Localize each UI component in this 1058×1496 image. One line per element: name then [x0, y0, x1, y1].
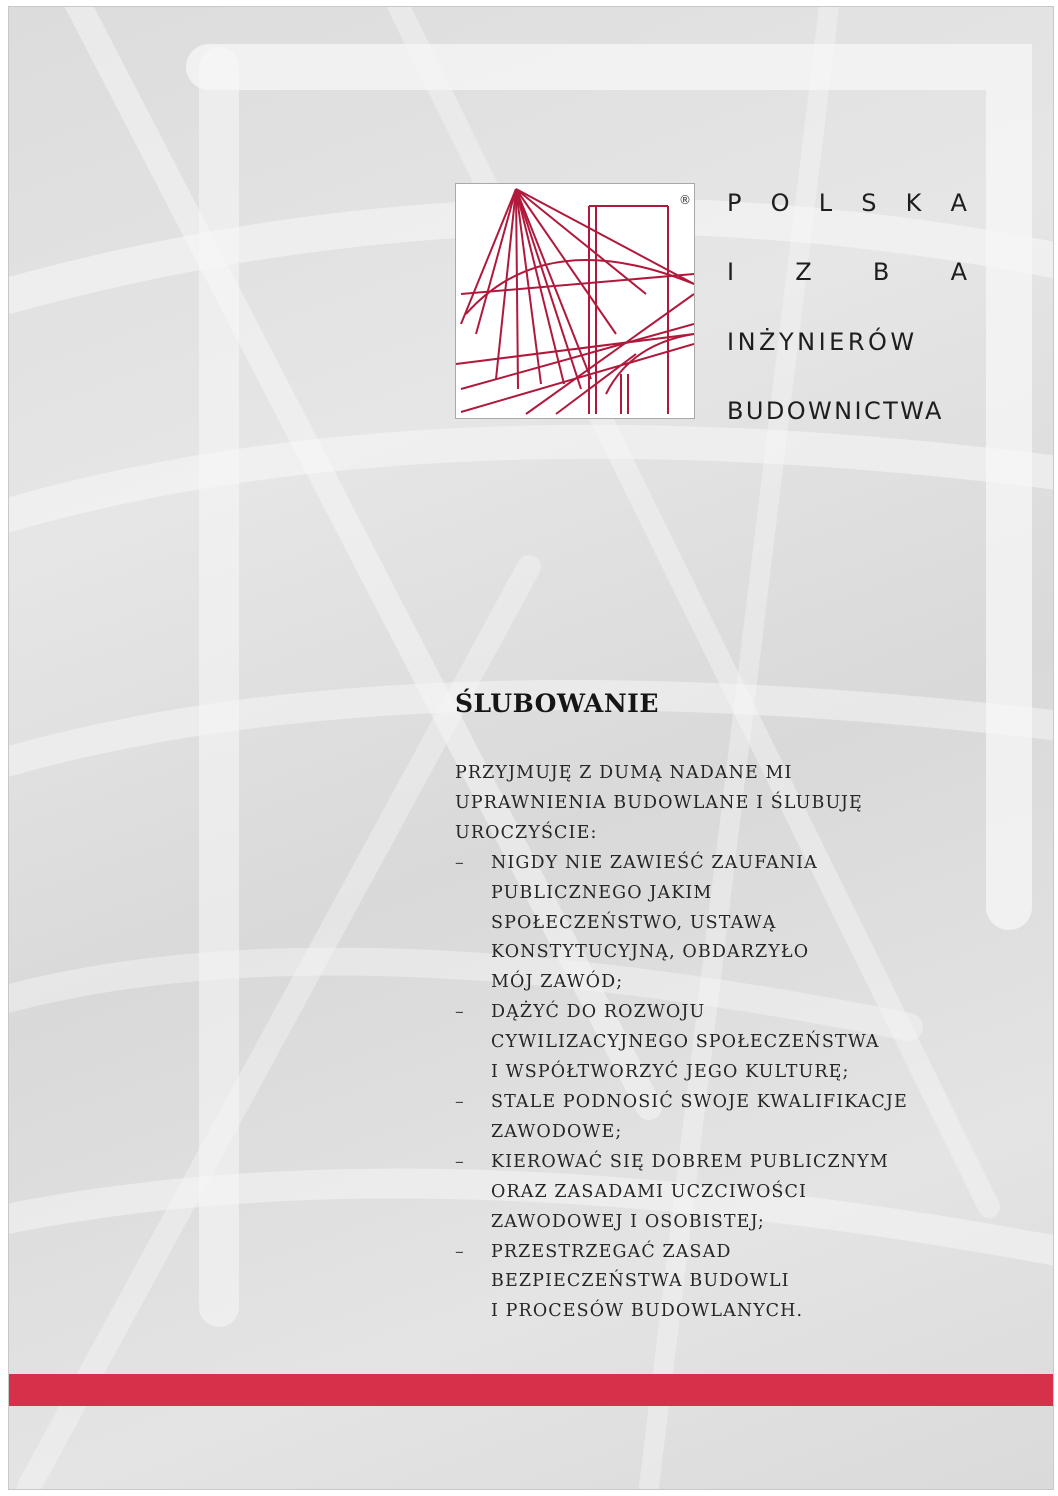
oath-text — [455, 759, 995, 1327]
org-letter: Z — [795, 258, 812, 286]
oath-item-line: MÓJ ZAWÓD; — [491, 972, 624, 993]
org-letter: B — [872, 258, 890, 286]
oath-item-line: KIEROWAĆ SIĘ DOBREM PUBLICZNYM — [491, 1151, 889, 1172]
org-letter: P — [727, 189, 742, 217]
accent-bar — [9, 1374, 1054, 1406]
oath-item-line: NIGDY NIE ZAWIEŚĆ ZAUFANIA — [491, 852, 818, 873]
oath-item-line: I PROCESÓW BUDOWLANYCH. — [491, 1301, 804, 1322]
dash-bullet: – — [455, 852, 465, 873]
org-name-line-inzynierow: INŻYNIERÓW — [727, 328, 918, 356]
org-name-line-budownictwa: BUDOWNICTWA — [727, 397, 944, 425]
org-name-line-polska — [727, 191, 967, 215]
oath-intro-line: PRZYJMUJĘ Z DUMĄ NADANE MI — [455, 763, 793, 783]
oath-item-line: KONSTYTUCYJNĄ, OBDARZYŁO — [491, 942, 810, 963]
oath-item-line: BEZPIECZEŃSTWA BUDOWLI — [491, 1271, 790, 1292]
org-letter: A — [950, 189, 967, 217]
org-letter: S — [861, 189, 877, 217]
document-page — [8, 6, 1054, 1490]
org-letter: I — [727, 258, 735, 286]
oath-item-line: ZAWODOWE; — [491, 1121, 623, 1142]
org-name-line-izba — [727, 260, 967, 284]
dash-bullet: – — [455, 1241, 465, 1262]
oath-item-line: CYWILIZACYJNEGO SPOŁECZEŃSTWA — [491, 1032, 880, 1053]
dash-bullet: – — [455, 1091, 465, 1112]
oath-item — [455, 1148, 995, 1238]
dash-bullet: – — [455, 1151, 465, 1172]
org-letter: O — [770, 189, 790, 217]
oath-item — [455, 998, 995, 1088]
registered-mark: ® — [679, 193, 691, 207]
dash-bullet: – — [455, 1002, 465, 1023]
oath-item-line: STALE PODNOSIĆ SWOJE KWALIFIKACJE — [491, 1091, 908, 1112]
oath-item-line: ORAZ ZASADAMI UCZCIWOŚCI — [491, 1181, 807, 1202]
oath-item-line: DĄŻYĆ DO ROZWOJU — [491, 1002, 706, 1023]
oath-intro-line: UPRAWNIENIA BUDOWLANE I ŚLUBUJĘ — [455, 792, 863, 813]
oath-item — [455, 1238, 995, 1328]
oath-item-line: SPOŁECZEŃSTWO, USTAWĄ — [491, 912, 777, 933]
oath-item-line: ZAWODOWEJ I OSOBISTEJ; — [491, 1211, 765, 1232]
org-letter: A — [950, 258, 967, 286]
oath-item — [455, 1088, 995, 1148]
oath-item — [455, 849, 995, 999]
org-letter: L — [818, 189, 833, 217]
oath-intro-line: UROCZYŚCIE: — [455, 822, 598, 843]
oath-item-line: PUBLICZNEGO JAKIM — [491, 882, 713, 903]
bridge-logo-graphic — [456, 184, 694, 418]
oath-item-line: I WSPÓŁTWORZYĆ JEGO KULTURĘ; — [491, 1062, 850, 1083]
pib-logo — [455, 183, 695, 419]
org-letter: K — [905, 189, 922, 217]
oath-heading-text: ŚLUBOWANIE — [455, 689, 659, 718]
oath-item-line: PRZESTRZEGAĆ ZASAD — [491, 1241, 732, 1262]
oath-heading — [455, 689, 659, 718]
